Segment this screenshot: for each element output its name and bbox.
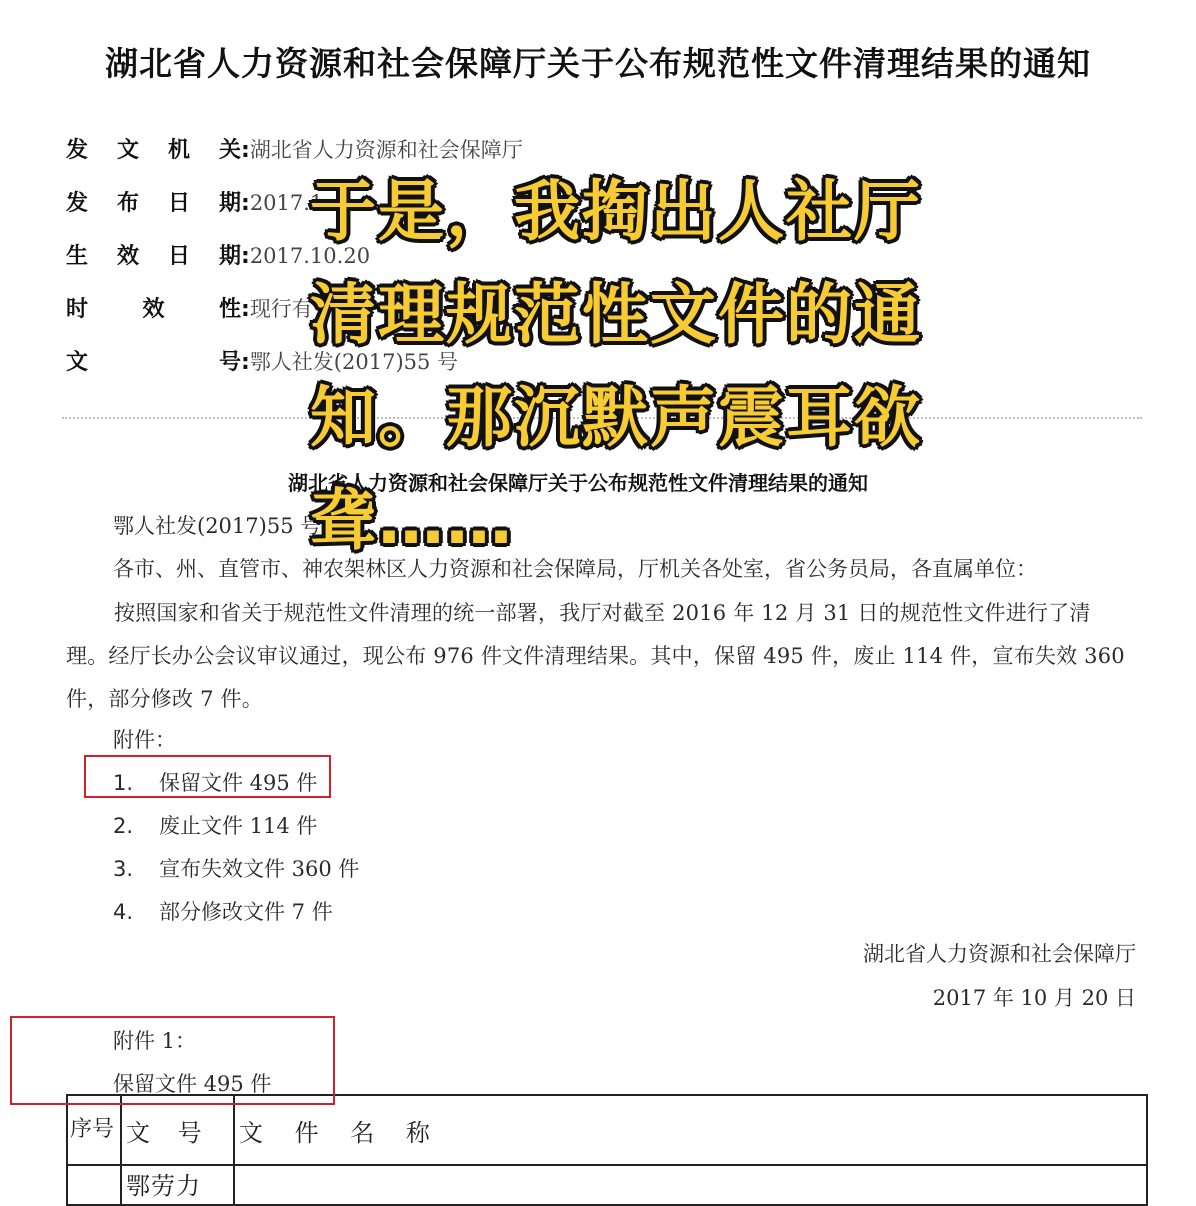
meta-value: 湖北省人力资源和社会保障厅 xyxy=(249,138,523,162)
body-paragraph: 按照国家和省关于规范性文件清理的统一部署，我厅对截至 2016 年 12 月 31 日的规范性文件进行了清理。经厅长办公会议审议通过，现公布 976 件文件清理结果。其中，保留 495 件，废止 114 件，宣布失效 360 件，部分修改 7 件。 xyxy=(66,601,1125,711)
meta-label: 发 文 机 关 xyxy=(66,138,241,163)
meta-label: 时 效 性 xyxy=(66,297,241,322)
attachment-item: 2. 废止文件 114 件 xyxy=(113,814,318,838)
attachments-label: 附件： xyxy=(113,728,176,752)
table-header-row xyxy=(67,1095,1147,1165)
meta-row-publish-date: 发 布 日 期 : 2017.1 xyxy=(66,186,323,217)
attachment-1-title: 保留文件 495 件 xyxy=(113,1072,272,1096)
notice-subtitle: 湖北省人力资源和社会保障厅关于公布规范性文件清理结果的通知 xyxy=(288,471,868,495)
signature-date: 2017 年 10 月 20 日 xyxy=(932,986,1136,1010)
highlight-box-attachment-1-header xyxy=(10,1016,335,1105)
attachment-1-label: 附件 1： xyxy=(113,1029,197,1053)
meta-label: 发 布 日 期 xyxy=(66,191,241,216)
row-doc-number: 鄂劳力 xyxy=(121,1165,234,1205)
meta-value: 2017.1 xyxy=(249,191,324,215)
attachment-item: 3. 宣布失效文件 360 件 xyxy=(113,857,360,881)
meta-label: 生 效 日 期 xyxy=(66,244,241,269)
addressee-line: 各市、州、直管市、神农架林区人力资源和社会保障局，厅机关各处室，省公务员局，各直属单位： xyxy=(113,557,1037,581)
meta-row-issuer: 发 文 机 关 : 湖北省人力资源和社会保障厅 xyxy=(66,133,523,164)
header-seq: 序号 xyxy=(67,1095,121,1165)
meta-value: 鄂人社发(2017)55 号 xyxy=(249,350,459,374)
attachment-item: 4. 部分修改文件 7 件 xyxy=(113,900,333,924)
highlight-box-attachment-1 xyxy=(84,755,331,798)
attachment-item: 1. 保留文件 495 件 xyxy=(113,771,318,795)
meta-row-doc-number: 文 号 : 鄂人社发(2017)55 号 xyxy=(66,345,458,376)
document-title: 湖北省人力资源和社会保障厅关于公布规范性文件清理结果的通知 xyxy=(105,44,1091,83)
overlay-caption: 于是，我掏出人社厅清理规范性文件的通知。那沉默声震耳欲聋…… xyxy=(310,173,922,559)
header-file-name: 文 件 名 称 xyxy=(234,1095,1147,1165)
meta-value: 2017.10.20 xyxy=(249,244,371,268)
meta-value: 现行有 xyxy=(249,297,313,321)
doc-number-line: 鄂人社发(2017)55 号 xyxy=(113,514,322,538)
meta-label: 文 号 xyxy=(66,350,241,375)
meta-row-effective-date: 生 效 日 期 : 2017.10.20 xyxy=(66,239,370,270)
retained-files-table xyxy=(66,1094,1148,1206)
table-row xyxy=(67,1165,1147,1205)
meta-row-validity: 时 效 性 : 现行有 xyxy=(66,292,313,323)
header-doc-number: 文 号 xyxy=(121,1095,234,1165)
signature-organization: 湖北省人力资源和社会保障厅 xyxy=(863,942,1136,966)
